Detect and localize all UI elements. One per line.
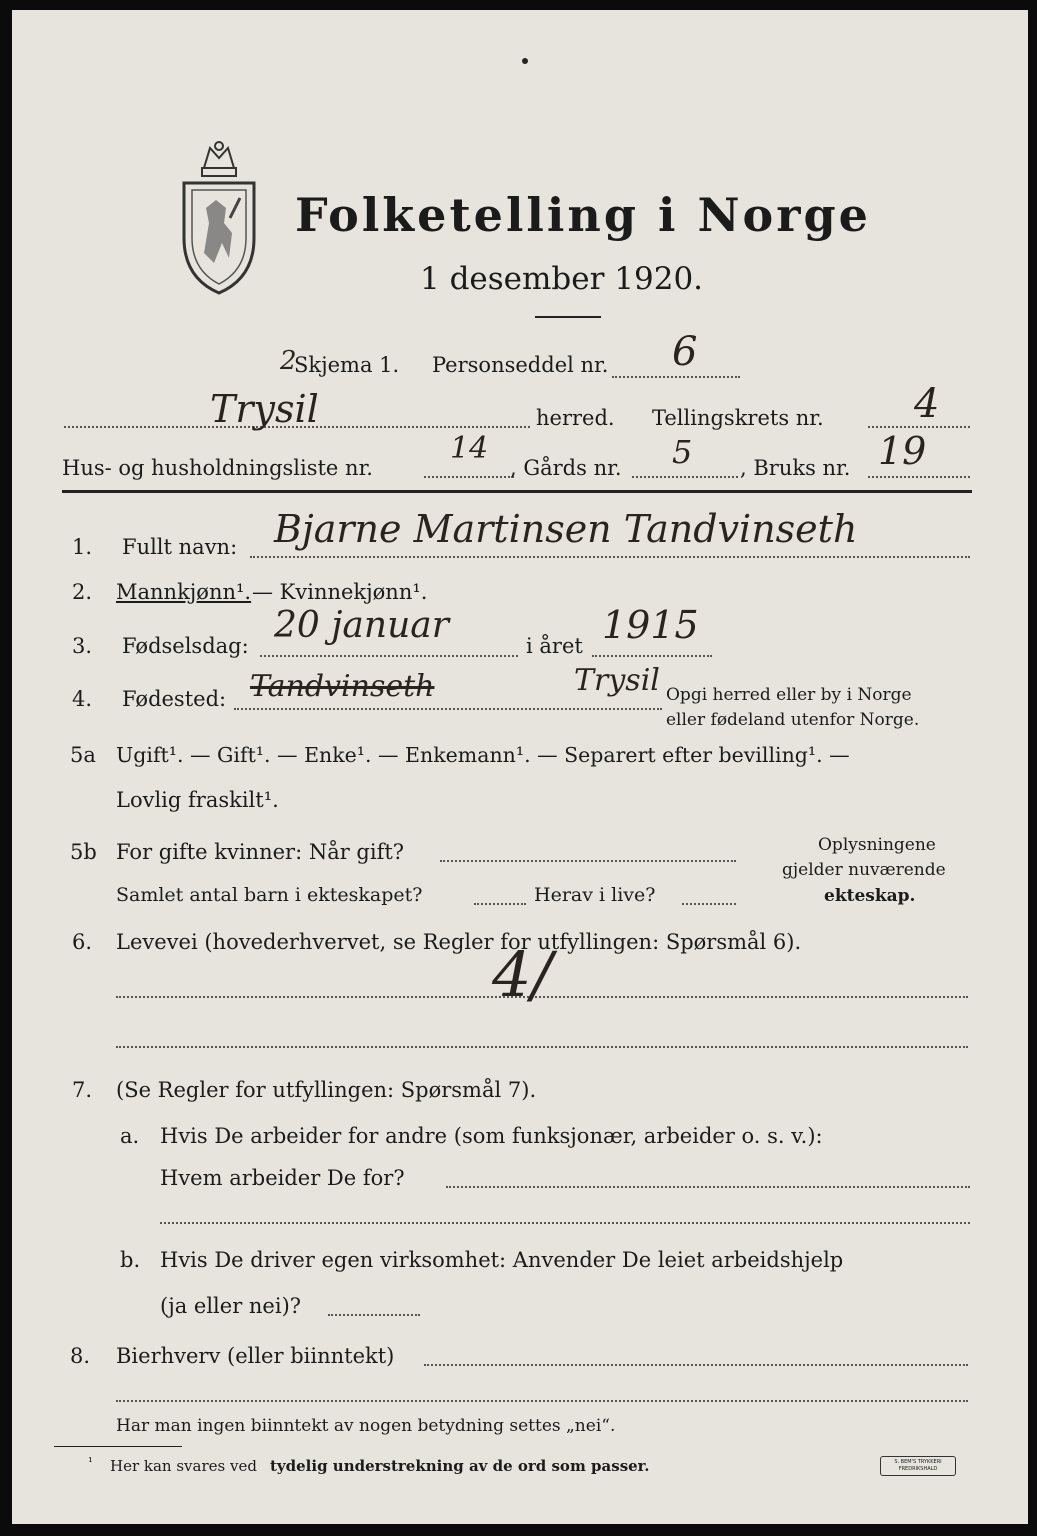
q1-label: Fullt navn: bbox=[122, 535, 238, 559]
q2-female-option[interactable]: — Kvinnekjønn¹. bbox=[252, 580, 428, 604]
children-alive-field[interactable] bbox=[682, 903, 736, 905]
q5b-alive: Herav i live? bbox=[534, 884, 656, 906]
birthplace-value: Trysil bbox=[574, 663, 660, 698]
q7a-text: Hvis De arbeider for andre (som funksjonær, arbeider o. s. v.): bbox=[160, 1124, 823, 1148]
bruks-label: , Bruks nr. bbox=[740, 456, 851, 480]
herred-value: Trysil bbox=[210, 387, 319, 431]
q8-number: 8. bbox=[70, 1344, 91, 1368]
q5b-children-count: Samlet antal barn i ekteskapet? bbox=[116, 884, 423, 906]
q7-number: 7. bbox=[72, 1078, 93, 1102]
q3-label: Fødselsdag: bbox=[122, 634, 249, 658]
occupation-value: 4/ bbox=[492, 938, 553, 1011]
q4-note-line-1: Opgi herred eller by i Norge bbox=[666, 685, 912, 705]
employer-field-1[interactable] bbox=[446, 1186, 970, 1188]
footnote-text-2: tydelig understrekning av de ord som passer. bbox=[270, 1457, 650, 1475]
header-rule bbox=[62, 490, 972, 493]
q4-label: Fødested: bbox=[122, 687, 227, 711]
q6-number: 6. bbox=[72, 930, 93, 954]
children-count-field[interactable] bbox=[474, 903, 526, 905]
no-income-note: Har man ingen biinntekt av nogen betydning settes „nei“. bbox=[116, 1416, 616, 1436]
q7b-text: Hvis De driver egen virksomhet: Anvender De leiet arbeidshjelp bbox=[160, 1248, 844, 1272]
q7-text: (Se Regler for utfyllingen: Spørsmål 7). bbox=[116, 1078, 537, 1102]
gards-value: 5 bbox=[672, 433, 693, 471]
q5a-options[interactable]: Ugift¹. — Gift¹. — Enke¹. — Enkemann¹. — Separert efter bevilling¹. — bbox=[116, 743, 850, 767]
census-date: 1 desember 1920. bbox=[420, 261, 704, 297]
side-income-field-2[interactable] bbox=[116, 1400, 968, 1402]
footnote-rule bbox=[54, 1446, 182, 1447]
full-name-field[interactable] bbox=[250, 556, 970, 558]
footnote-text-1: Her kan svares ved bbox=[110, 1457, 257, 1475]
q3-number: 3. bbox=[72, 634, 93, 658]
birthday-value: 20 januar bbox=[274, 605, 449, 646]
personseddel-field[interactable] bbox=[612, 376, 740, 378]
q4-note-line-2: eller fødeland utenfor Norge. bbox=[666, 710, 920, 730]
birthday-field[interactable] bbox=[260, 655, 518, 657]
hus-value: 14 bbox=[450, 431, 489, 466]
birthplace-struck-value: Tandvinseth bbox=[250, 669, 435, 704]
q8-text: Bierhverv (eller biinntekt) bbox=[116, 1344, 395, 1368]
hus-label: Hus- og husholdningsliste nr. bbox=[62, 456, 373, 480]
punch-dot bbox=[522, 58, 528, 64]
q5a-number: 5a bbox=[70, 743, 96, 767]
gards-label: , Gårds nr. bbox=[510, 456, 622, 480]
q7b-text-cont: (ja eller nei)? bbox=[160, 1294, 302, 1318]
q5b-note-line-3: ekteskap. bbox=[824, 886, 916, 906]
bruks-value: 19 bbox=[878, 429, 927, 473]
side-income-field-1[interactable] bbox=[424, 1364, 968, 1366]
q5b-note-line-1: Oplysningene bbox=[818, 835, 936, 855]
census-form-page bbox=[12, 10, 1028, 1524]
q7a-letter: a. bbox=[120, 1124, 140, 1148]
occupation-field-2[interactable] bbox=[116, 1046, 968, 1048]
bruks-field[interactable] bbox=[868, 476, 970, 478]
birthplace-field[interactable] bbox=[234, 708, 662, 710]
q5b-when-married: For gifte kvinner: Når gift? bbox=[116, 840, 405, 864]
q7a-text-cont: Hvem arbeider De for? bbox=[160, 1166, 405, 1190]
coat-of-arms-icon bbox=[174, 138, 264, 298]
tellingskrets-label: Tellingskrets nr. bbox=[652, 406, 824, 430]
hus-field[interactable] bbox=[424, 476, 514, 478]
birth-year-value: 1915 bbox=[602, 603, 699, 647]
q2-number: 2. bbox=[72, 580, 93, 604]
q2-male-option[interactable]: Mannkjønn¹. bbox=[116, 580, 252, 604]
personseddel-label: Personseddel nr. bbox=[432, 353, 609, 377]
when-married-field[interactable] bbox=[440, 860, 736, 862]
q7b-letter: b. bbox=[120, 1248, 141, 1272]
printer-stamp-text: S. BEM'S TRYKKERI FREDRIKSHALD bbox=[894, 1459, 942, 1472]
herred-label: herred. bbox=[536, 406, 615, 430]
q5a-options-cont[interactable]: Lovlig fraskilt¹. bbox=[116, 788, 279, 812]
printer-stamp bbox=[880, 1456, 956, 1476]
q5b-number: 5b bbox=[70, 840, 97, 864]
q6-text: Levevei (hovederhvervet, se Regler for utfyllingen: Spørsmål 6). bbox=[116, 930, 802, 954]
q4-number: 4. bbox=[72, 687, 93, 711]
skjema-mark: 2 bbox=[280, 346, 297, 376]
q5b-note-line-2: gjelder nuværende bbox=[782, 860, 946, 880]
hired-help-field[interactable] bbox=[328, 1314, 420, 1316]
title-divider bbox=[535, 316, 601, 318]
personseddel-value: 6 bbox=[672, 329, 698, 375]
birth-year-field[interactable] bbox=[592, 655, 712, 657]
footnote-mark: ¹ bbox=[88, 1455, 93, 1469]
gards-field[interactable] bbox=[632, 476, 738, 478]
form-title: Folketelling i Norge bbox=[295, 188, 871, 242]
q3-year-label: i året bbox=[526, 634, 583, 658]
employer-field-2[interactable] bbox=[160, 1222, 970, 1224]
full-name-value: Bjarne Martinsen Tandvinseth bbox=[274, 507, 858, 551]
skjema-label: Skjema 1. bbox=[294, 353, 400, 377]
tellingskrets-value: 4 bbox=[914, 381, 940, 427]
q1-number: 1. bbox=[72, 535, 93, 559]
